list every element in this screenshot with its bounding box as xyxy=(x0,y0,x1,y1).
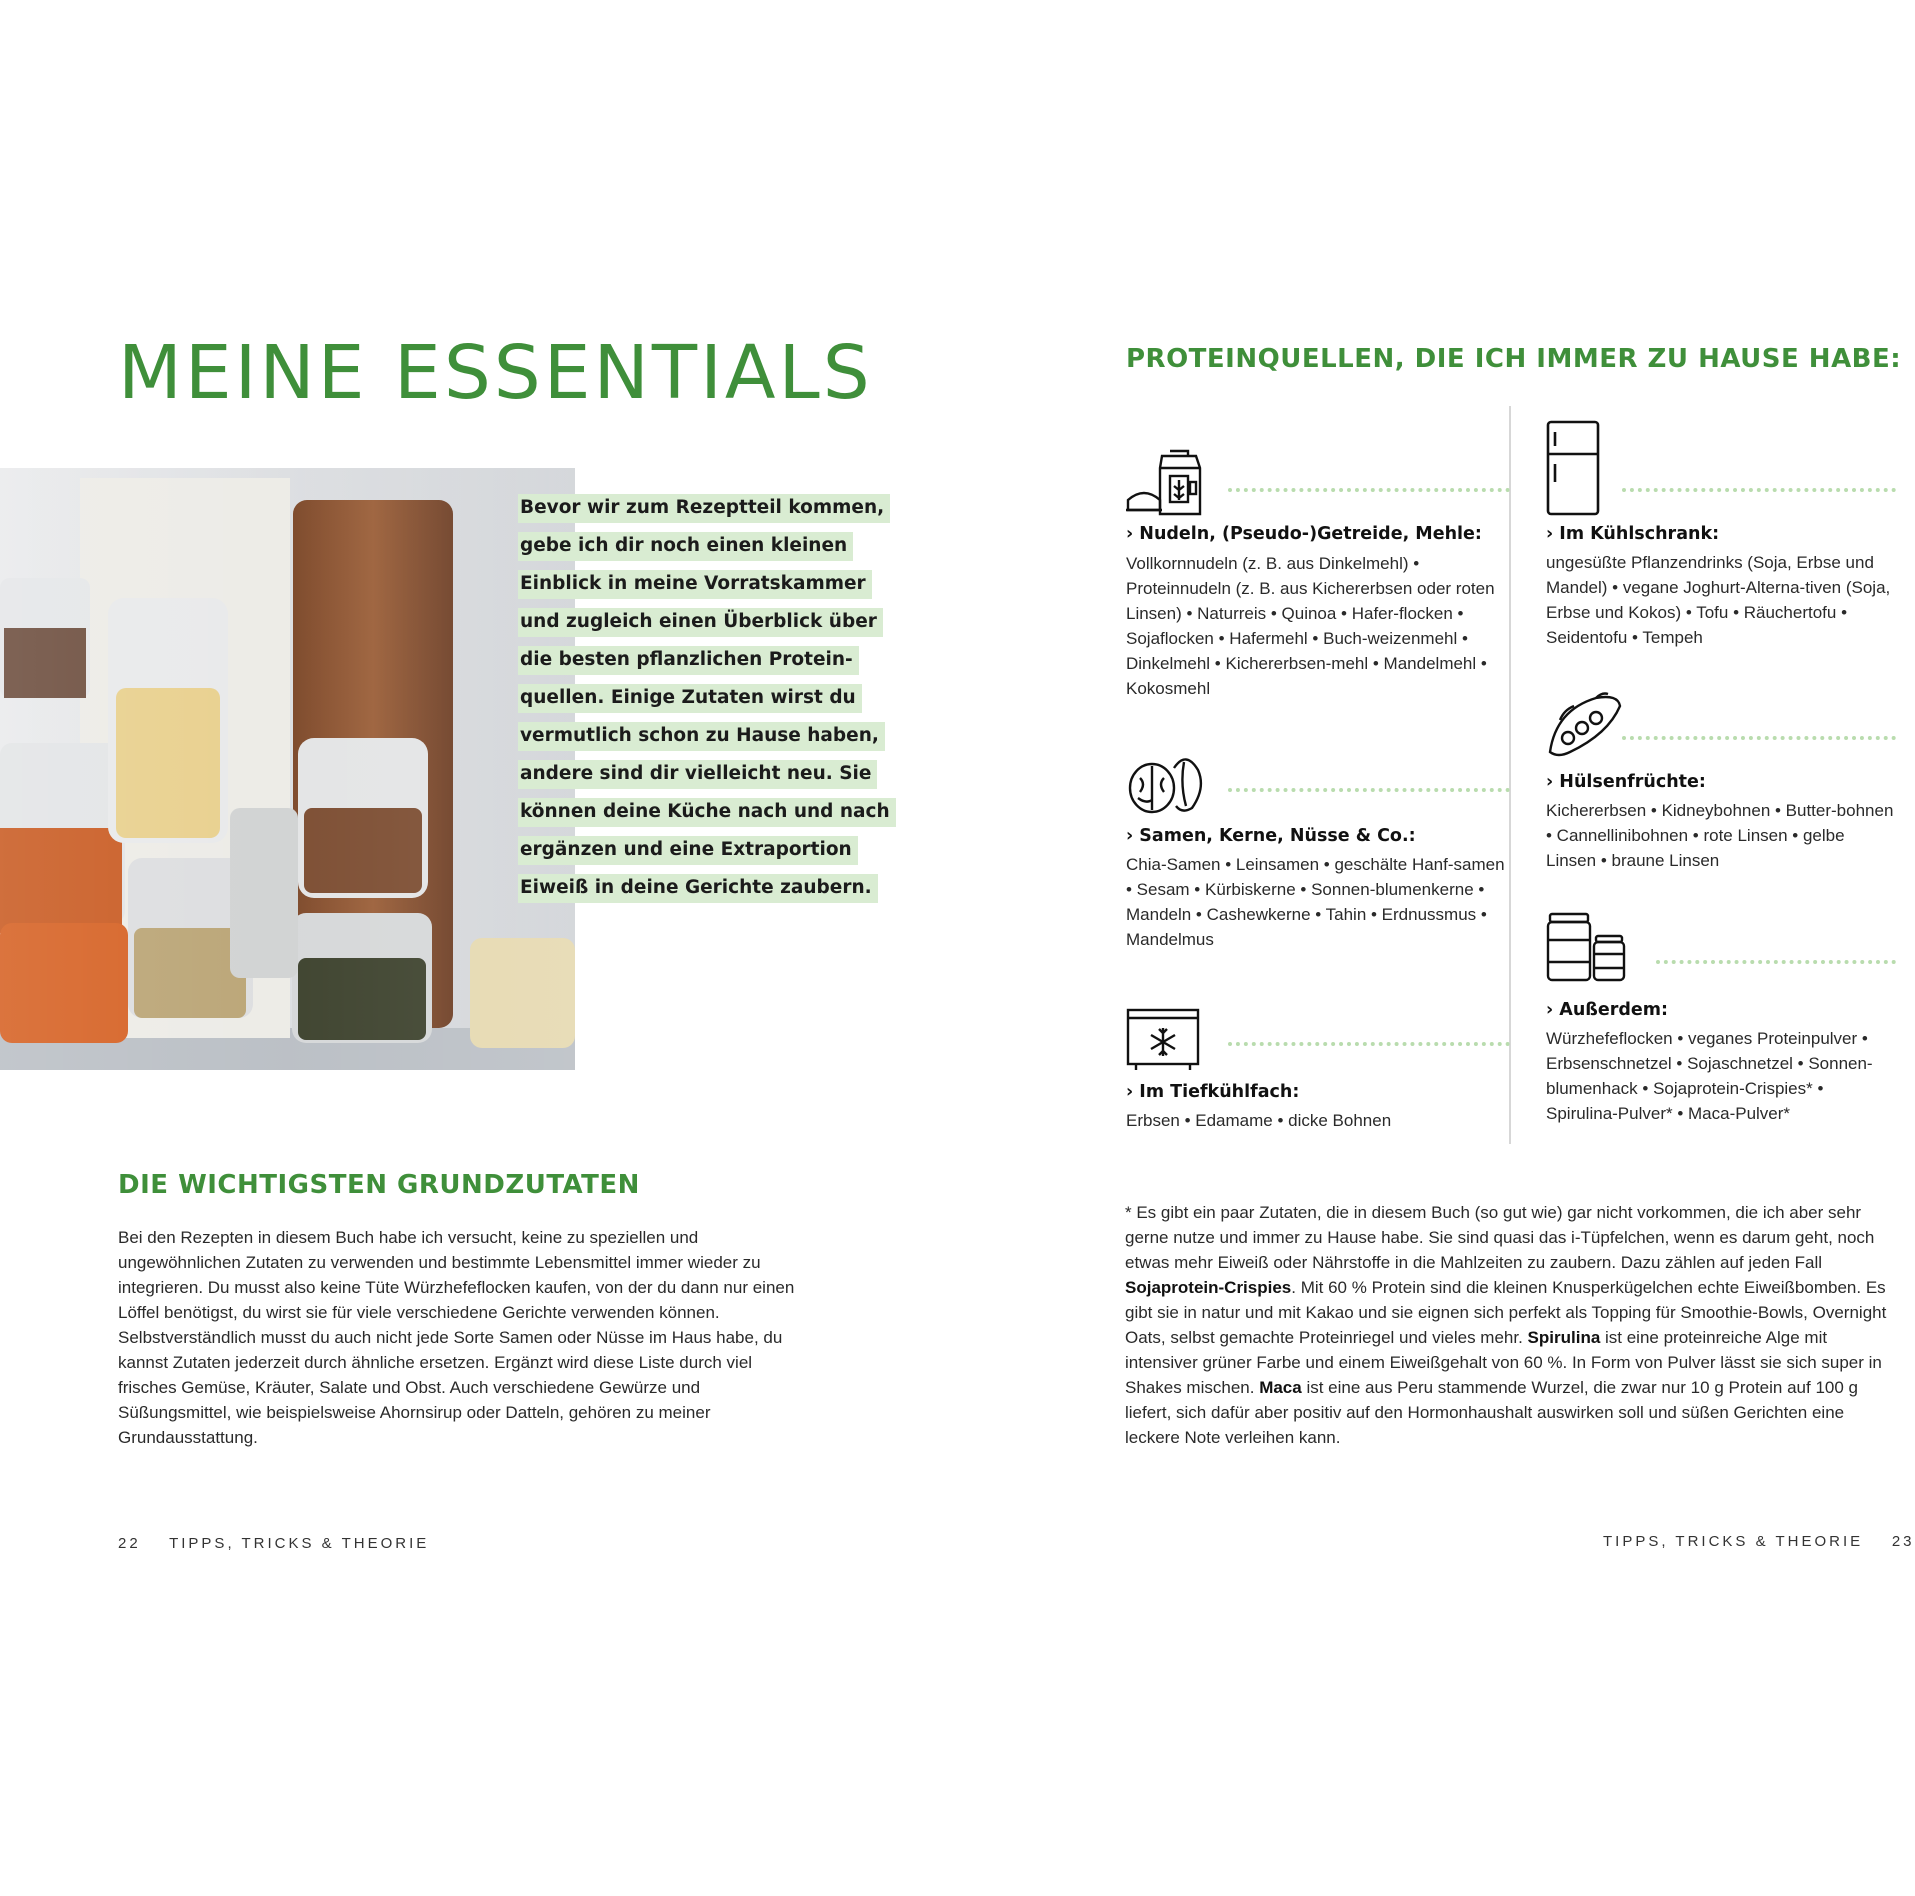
category-title: › Außerdem: xyxy=(1546,1000,1669,1020)
nuts-icon xyxy=(1126,748,1206,818)
intro-highlighted-text xyxy=(518,494,890,912)
category-fridge xyxy=(1546,420,1896,660)
page-number: 22 xyxy=(118,1535,141,1552)
intro-line: quellen. Einige Zutaten wirst du xyxy=(518,684,862,713)
intro-line: Bevor wir zum Rezeptteil kommen, xyxy=(518,494,890,523)
footnote-text: * Es gibt ein paar Zutaten, die in diesem Buch (so gut wie) gar nicht vorkommen, die ich aber sehr gerne nutze und immer zu Hause habe. Sie sind quasi das i-Tüpfelchen, wenn es darum geht, noch etwas mehr Eiweiß oder Nährstoffe in die Mahlzeiten zu zaubern. Dazu zählen auf jeden Fall xyxy=(1125,1203,1875,1272)
category-title: › Samen, Kerne, Nüsse & Co.: xyxy=(1126,826,1416,846)
category-items: Chia-Samen • Leinsamen • geschälte Hanf-samen • Sesam • Kürbiskerne • Sonnen-blumenkerne • Mandeln • Cashewkerne • Tahin • Erdnussmus • Mandelmus xyxy=(1126,855,1505,949)
fridge-icon xyxy=(1546,420,1626,516)
footer-right xyxy=(1603,1533,1915,1550)
category-legumes xyxy=(1546,690,1896,890)
intro-line: die besten pflanzlichen Protein- xyxy=(518,646,859,675)
category-items: Kichererbsen • Kidneybohnen • Butter-bohnen • Cannellinibohnen • rote Linsen • gelbe Linsen • braune Linsen xyxy=(1546,801,1894,870)
dotted-separator xyxy=(1228,1042,1510,1046)
grain-bag-icon xyxy=(1126,448,1206,518)
intro-line: und zugleich einen Überblick über xyxy=(518,608,883,637)
running-footer-section: TIPPS, TRICKS & THEORIE xyxy=(1603,1533,1864,1550)
running-footer-section: TIPPS, TRICKS & THEORIE xyxy=(169,1535,430,1552)
peapod-icon xyxy=(1546,690,1626,760)
page-number: 23 xyxy=(1891,1533,1915,1550)
dotted-separator xyxy=(1228,788,1510,792)
category-seeds-nuts xyxy=(1126,748,1510,968)
dotted-separator xyxy=(1656,960,1896,964)
intro-line: vermutlich schon zu Hause haben, xyxy=(518,722,885,751)
dotted-separator xyxy=(1622,488,1896,492)
grundzutaten-paragraph: Bei den Rezepten in diesem Buch habe ich versucht, keine zu speziellen und ungewöhnlichen Zutaten zu verwenden und bestimmte Lebensmittel immer wieder zu integrieren. Du musst also keine Tüte Würzhefeflocken kaufen, von der du dann nur einen Löffel benötigst, du wirst sie für viele verschiedene Gerichte verwenden können. Selbstverständlich musst du auch nicht jede Sorte Samen oder Nüsse im Haus habe, du kannst Zutaten jederzeit durch ähnliche ersetzen. Ergänzt wird diese Liste durch viel frisches Gemüse, Kräuter, Salate und Obst. Auch verschiedene Gewürze und Süßungsmittel, wie beispielsweise Ahornsirup oder Datteln, gehören zu meiner Grundausstattung. xyxy=(118,1228,795,1447)
pantry-jars-illustration xyxy=(0,468,575,1070)
dotted-separator xyxy=(1622,736,1896,740)
category-freezer xyxy=(1126,1008,1510,1148)
footnote-text: ist eine proteinreiche Alge mit intensiver grüner Farbe und einem Eiweißgehalt von 60 %. In Form von Pulver lässt sie sich super in Shakes mischen. xyxy=(1125,1328,1882,1397)
intro-line: Einblick in meine Vorratskammer xyxy=(518,570,872,599)
intro-line: andere sind dir vielleicht neu. Sie xyxy=(518,760,877,789)
intro-line: gebe ich dir noch einen kleinen xyxy=(518,532,853,561)
category-grains xyxy=(1126,448,1510,708)
footer-left xyxy=(118,1535,429,1552)
category-extras xyxy=(1546,912,1896,1132)
category-title: › Nudeln, (Pseudo-)Getreide, Mehle: xyxy=(1126,524,1482,544)
category-title: › Im Kühlschrank: xyxy=(1546,524,1720,544)
footnote-bold-term: Spirulina xyxy=(1527,1328,1601,1347)
section-heading-grundzutaten: DIE WICHTIGSTEN GRUNDZUTATEN xyxy=(118,1170,640,1200)
dotted-separator xyxy=(1228,488,1510,492)
intro-line: ergänzen und eine Extraportion xyxy=(518,836,858,865)
category-title: › Hülsenfrüchte: xyxy=(1546,772,1706,792)
intro-line: Eiweiß in deine Gerichte zaubern. xyxy=(518,874,878,903)
page-title: MEINE ESSENTIALS xyxy=(118,330,873,416)
category-items: Würzhefeflocken • veganes Proteinpulver • Erbsenschnetzel • Sojaschnetzel • Sonnen-blumenhack • Sojaprotein-Crispies* • Spirulina-Pulver* • Maca-Pulver* xyxy=(1546,1029,1873,1123)
category-items: Erbsen • Edamame • dicke Bohnen xyxy=(1126,1111,1392,1130)
category-title: › Im Tiefkühlfach: xyxy=(1126,1082,1300,1102)
section-heading-proteinquellen: PROTEINQUELLEN, DIE ICH IMMER ZU HAUSE HABE: xyxy=(1126,344,1902,374)
footnote-text: . Mit 60 % Protein sind die kleinen Knusperkügelchen echte Eiweißbomben. Es gibt sie in natur und mit Kakao und sie eignen sich perfekt als Topping für Smoothie-Bowls, Overnight Oats, selbst gemachte Proteinriegel und vieles mehr. xyxy=(1125,1278,1887,1347)
pantry-jars-photo xyxy=(0,468,575,1070)
footnote-bold-term: Sojaprotein-Crispies xyxy=(1125,1278,1292,1297)
footnote-bold-term: Maca xyxy=(1259,1378,1302,1397)
category-items: ungesüßte Pflanzendrinks (Soja, Erbse und Mandel) • vegane Joghurt-Alterna-tiven (Soja, Erbse und Kokos) • Tofu • Räuchertofu • Seidentofu • Tempeh xyxy=(1546,553,1891,647)
category-items: Vollkornnudeln (z. B. aus Dinkelmehl) • Proteinnudeln (z. B. aus Kichererbsen oder roten Linsen) • Naturreis • Quinoa • Hafer-flocken • Sojaflocken • Hafermehl • Buch-weizenmehl • Dinkelmehl • Kichererbsen-mehl • Mandelmehl • Kokosmehl xyxy=(1126,554,1495,698)
intro-line: können deine Küche nach und nach xyxy=(518,798,896,827)
freezer-icon xyxy=(1126,1008,1206,1078)
footnote-paragraph xyxy=(1125,1200,1895,1450)
footnote-text: ist eine aus Peru stammende Wurzel, die zwar nur 10 g Protein auf 100 g liefert, sich dafür aber positiv auf den Hormonhaushalt auswirken soll und süßen Gerichten eine leckere Note verleihen kann. xyxy=(1125,1378,1858,1447)
jars-icon xyxy=(1546,912,1626,982)
